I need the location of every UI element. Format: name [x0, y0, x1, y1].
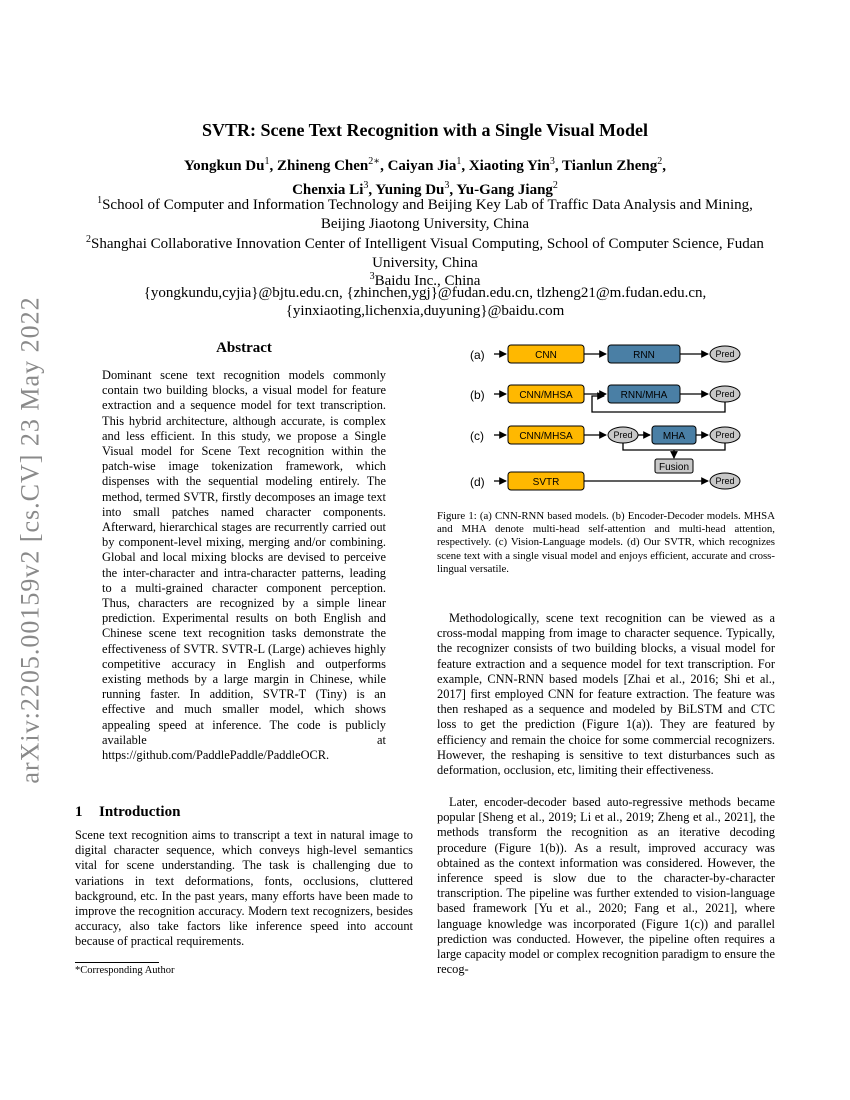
abstract-heading: Abstract: [216, 340, 272, 356]
encoder-label-b: CNN/MHSA: [519, 390, 573, 401]
footnote-text: *Corresponding Author: [75, 965, 175, 976]
arxiv-id-text: arXiv:2205.00159v2 [cs.CV] 23 May 2022: [16, 296, 45, 784]
pred-label-a: Pred: [715, 349, 735, 359]
author-sup: 1: [456, 156, 462, 167]
encoder-label-a: CNN: [535, 350, 557, 361]
fusion-label: Fusion: [658, 462, 690, 473]
row-label-d: (d): [470, 475, 485, 489]
encoder-label-c: CNN/MHSA: [519, 431, 573, 442]
author: Tianlun Zheng: [562, 158, 658, 174]
right-paragraph-1: Methodologically, scene text recognition can be viewed as a cross-modal mapping from image to character sequence. Typically, the recognizer consists of two building blocks, a visual model for feature extraction and a sequence model for text transcription. For example, CNN-RNN based models [Zhai et al., 2016; Shi et al., 2017] first employed CNN for feature extraction. The feature was then reshaped as a sequence and modeled by BiLSTM and CTC loss to get the prediction (Figure 1(a)). They are featured by efficiency and remain the choice for some commercial recognizers. However, the reshaping is sensitive to text disturbances such as deformation, occlusion, etc, limiting their effectiveness.: [437, 611, 775, 778]
intro-paragraph-1: Scene text recognition aims to transcript a text in natural image to digital character sequence, which conveys high-level semantics vital for scene understanding. The task is challenging due to variations in text deformations, fonts, occlusions, cluttered background, etc. In the past years, many efforts have been made to improve the recognition accuracy. Modern text recognizers, besides accuracy, also take factors like inference speed into account because of practical requirements.: [75, 828, 413, 949]
pred-label-d: Pred: [715, 476, 735, 486]
affiliation-1: [80, 191, 770, 234]
author-sup: 2: [552, 180, 558, 191]
author: Caiyan Jia: [387, 158, 457, 174]
decoder-label-c: MHA: [662, 431, 686, 442]
row-label-b: (b): [470, 388, 485, 402]
decoder-label-a: RNN: [633, 350, 655, 361]
author-sup: 3: [363, 180, 369, 191]
author: Chenxia Li: [292, 182, 364, 198]
affiliation-text: School of Computer and Information Technology and Beijing Key Lab of Traffic Data Analysis and Mining, Beijing Jiaotong University, China: [102, 197, 753, 232]
author-sup: 3: [444, 180, 450, 191]
right-paragraph-2: Later, encoder-decoder based auto-regressive methods became popular [Sheng et al., 2019; Li et al., 2019; Zheng et al., 2021], the methods transform the recognition as an iterative decoding procedure (Figure 1(b)). As a result, improved accuracy was obtained as the context information was considered. However, the inference speed is slow due to the character-by-character transcription. The pipeline was further extended to vision-language based framework [Yu et al., 2020; Fang et al., 2021], where language knowledge was incorporated (Figure 1(c)) and parallel prediction was conducted. However, the pipeline often requires a large capacity model or complex recognition paradigm to ensure the recog-: [437, 795, 775, 977]
encoder-label-d: SVTR: [532, 477, 560, 488]
figure-1-diagram: [462, 338, 782, 498]
pred-label-b: Pred: [715, 389, 735, 399]
affiliation-text: Shanghai Collaborative Innovation Center of Intelligent Visual Computing, School of Computer Science, Fudan University, China: [91, 236, 764, 271]
author-sup: 2: [657, 156, 663, 167]
author: Zhineng Chen: [276, 158, 369, 174]
author: Xiaoting Yin: [468, 158, 550, 174]
author: Yuning Du: [375, 182, 445, 198]
email-line-2: {yinxiaoting,lichenxia,duyuning}@baidu.com: [285, 303, 565, 319]
email-line-1: {yongkundu,cyjia}@bjtu.edu.cn, {zhinchen,ygj}@fudan.edu.cn, tlzheng21@m.fudan.edu.cn,: [143, 285, 707, 301]
pred-label-c: Pred: [715, 430, 735, 440]
author-list: Yongkun Du$^1$, Zhineng Chen$^{2∗}$, Caiyan Jia$^1$, Xiaoting Yin$^3$, Tianlun Zheng$^2$, Chenxia Li$^3$, Yuning Du$^3$, Yu-Gang Jiang$^2$: [184, 156, 666, 198]
row-label-a: (a): [470, 348, 485, 362]
arxiv-side-stamp: [8, 280, 54, 800]
author: Yu-Gang Jiang: [456, 182, 553, 198]
section-heading-introduction: [75, 804, 413, 821]
figure-1-caption: Figure 1: (a) CNN-RNN based models. (b) Encoder-Decoder models. MHSA and MHA denote multi-head self-attention and multi-head attention, respectively. (c) Vision-Language models. (d) Our SVTR, which recognizes scene text with a single visual model and enjoys efficient, accurate and cross-lingual versatile.: [437, 510, 775, 575]
section-title: Introduction: [99, 804, 181, 820]
pre-pred-label-c: Pred: [613, 430, 633, 440]
author: Yongkun Du: [184, 158, 265, 174]
decoder-label-b: RNN/MHA: [620, 390, 668, 401]
section-number: 1: [75, 804, 83, 820]
affiliation-sup: 3: [369, 271, 375, 282]
author-sup: 2∗: [368, 156, 381, 167]
affiliation-sup: 1: [97, 195, 103, 206]
paper-title: SVTR: Scene Text Recognition with a Single Visual Model: [201, 120, 649, 140]
affiliation-sup: 2: [86, 234, 92, 245]
row-label-c: (c): [470, 429, 484, 443]
footnote-rule: [75, 962, 159, 963]
author-sup: 3: [549, 156, 555, 167]
affiliation-text: Baidu Inc., China: [374, 273, 481, 289]
author-sup: 1: [264, 156, 270, 167]
abstract-body: Dominant scene text recognition models commonly contain two building blocks, a visual model for feature extraction and a sequence model for text transcription. This hybrid architecture, although accurate, is complex and less efficient. In this study, we propose a Single Visual model for Scene Text recognition within the patch-wise image tokenization framework, which dispenses with the sequential modeling entirely. The method, termed SVTR, firstly decomposes an image text into small patches named character components. Afterward, hierarchical stages are recurrently carried out by component-level mixing, merging and/or combining. Global and local mixing blocks are devised to perceive the inter-character and intra-character patterns, leading to a multi-grained character component perception. Thus, characters are recognized by a simple linear prediction. Experimental results on both English and Chinese scene text recognition tasks demonstrate the effectiveness of SVTR. SVTR-L (Large) achieves highly competitive accuracy in English and outperforms existing methods by a large margin in Chinese, while running faster. In addition, SVTR-T (Tiny) is an effective and much smaller model, which shows appealing speed at inference. The code is publicly available at https://github.com/PaddlePaddle/PaddleOCR.: [102, 368, 386, 763]
